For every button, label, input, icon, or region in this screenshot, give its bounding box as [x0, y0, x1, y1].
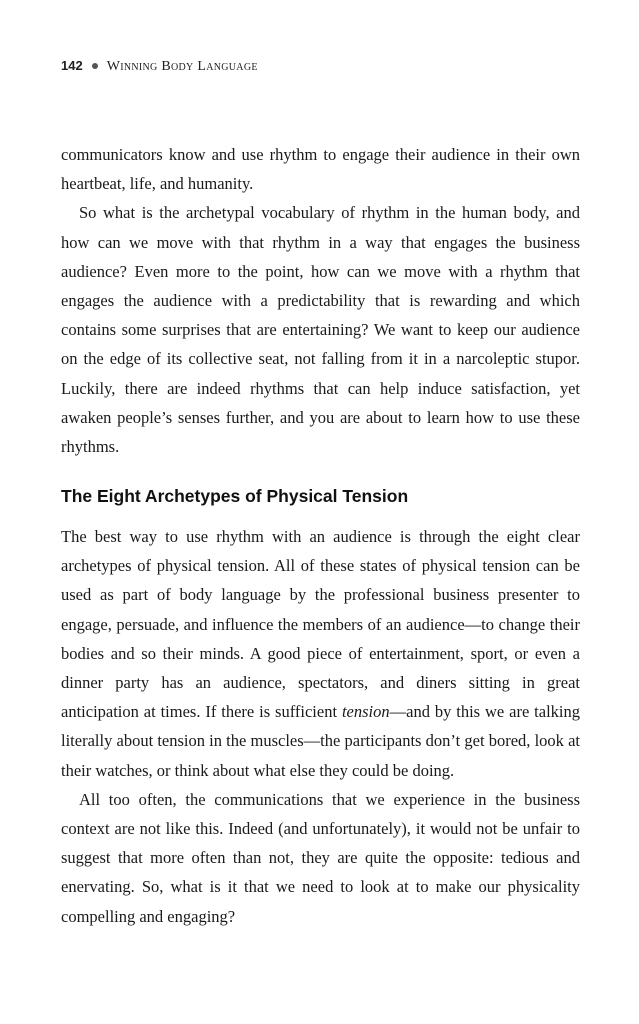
running-head [61, 58, 258, 75]
paragraph-archetypes [61, 522, 580, 785]
paragraph-rhythm-vocabulary: So what is the archetypal vocabulary of rhythm in the human body, and how can we move with that rhythm in a way that engages the business audience? Even more to the point, how can we move with a rhythm that engages the audience with a predictability that is rewarding and which contains some surprises that are entertaining? We want to keep our audience on the edge of its collective seat, not falling from it in a narcoleptic stupor. Luckily, there are indeed rhythms that can help induce satisfaction, yet awaken people’s senses further, and you are about to learn how to use these rhythms. [61, 203, 580, 457]
section-two-text [61, 522, 580, 931]
emphasis-tension: tension [341, 702, 390, 722]
section-heading: The Eight Archetypes of Physical Tension [61, 486, 409, 506]
paragraph-archetypes-part-1: The best way to use rhythm with an audience is through the eight clear archetypes of physical tension. All of these states of physical tension can be used as part of body language by the professional business presenter to engage, persuade, and influence the members of an audience—to change their bodies and so their minds. A good piece of entertainment, sport, or even a dinner party has an audience, spectators, and diners sitting in great anticipation at times. If there is sufficient [61, 527, 580, 722]
paragraph-continued: communicators know and use rhythm to engage their audience in their own heartbeat, life, and humanity. [61, 145, 580, 194]
paragraph-archetypes-part-2: —and by this we are talking literally about tension in the muscles—the participants don’t get bored, look at their watches, or think about what else they could be doing. [61, 702, 580, 780]
book-title: Winning Body Language [106, 59, 258, 74]
paragraph-business-context: All too often, the communications that we experience in the business context are not like this. Indeed (and unfortunately), it would not be unfair to suggest that more often than not, they are quite the opposite: tedious and enervating. So, what is it that we need to look at to make our physicality compelling and engaging? [61, 789, 580, 926]
bullet-separator [92, 63, 98, 69]
section-one-text [61, 140, 580, 461]
page-number: 142 [61, 58, 83, 73]
